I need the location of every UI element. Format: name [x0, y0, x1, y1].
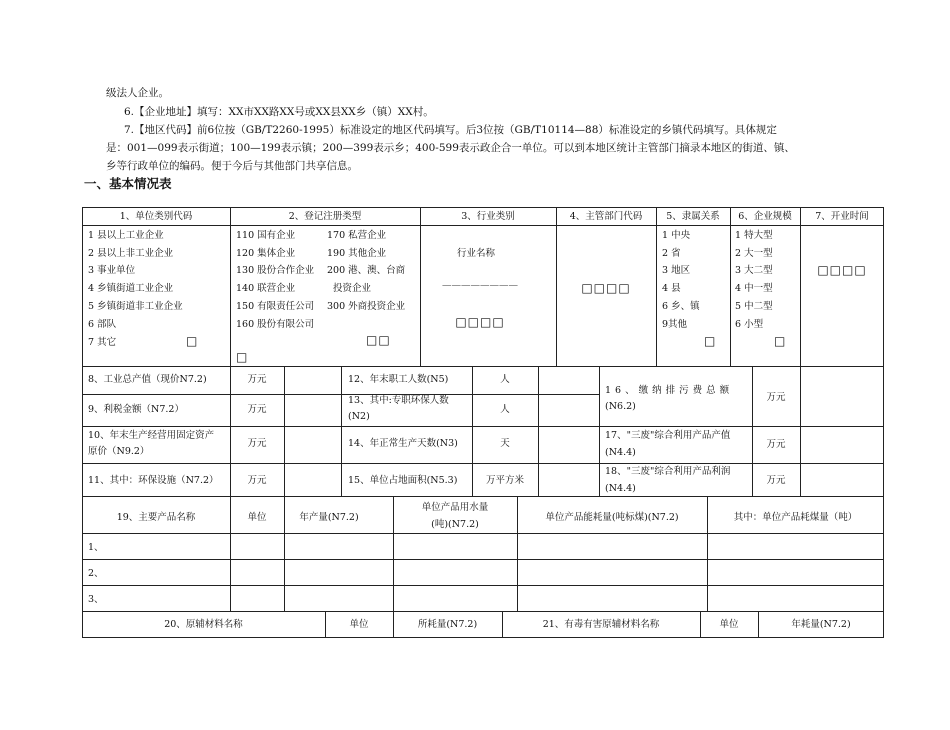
- list-item: 160 股份有限公司: [236, 319, 315, 330]
- header-water-use-unit: (吨)(N7.2): [431, 519, 479, 530]
- label-land-area: 15、单位占地面积(N5.3): [348, 475, 458, 486]
- table-row: 3、: [88, 594, 104, 605]
- list-item: 4 乡镇街道工业企业: [88, 283, 174, 294]
- table-row: 1、: [88, 542, 104, 553]
- list-item: 140 联营企业: [236, 283, 296, 294]
- unit-label: 天: [500, 438, 510, 449]
- unit-label: 人: [500, 374, 510, 385]
- list-item: 190 其他企业: [327, 248, 387, 259]
- list-item: 4 县: [662, 283, 681, 294]
- header-toxic-unit: 单位: [719, 619, 739, 630]
- row-line: [82, 533, 884, 534]
- header-unit-category: 1、单位类别代码: [119, 211, 193, 222]
- header-annual-consumption: 年耗量(N7.2): [791, 619, 851, 630]
- label-fixed-assets: 10、年末生产经营用固定资产: [88, 430, 215, 441]
- divider: [730, 207, 731, 367]
- list-item: 6 乡、镇: [662, 301, 700, 312]
- header-affiliation: 5、隶属关系: [666, 211, 720, 222]
- label-pollution-fee: 16、缴纳排污费总额: [605, 385, 734, 396]
- list-item: 2 大一型: [735, 248, 773, 259]
- label-waste-output: 17、"三废"综合利用产品产值: [605, 430, 731, 441]
- intro-line-3: 7.【地区代码】前6位按（GB/T2260-1995）标准设定的地区代码填写。后3位按（GB/T10114—88）标准设定的乡镇代码填写。具体规定: [124, 124, 777, 136]
- label-industrial-output: 8、工业总产值（现价N7.2): [88, 374, 207, 385]
- intro-line-4: 是：001—099表示街道；100—199表示镇；200—399表示乡；400-599表示政企合一单位。可以到本地区统计主管部门摘录本地区的街道、镇、: [106, 142, 795, 154]
- list-item: 3 地区: [662, 265, 691, 276]
- label-waste-profit-unit: (N4.4): [605, 483, 636, 494]
- header-material-unit: 单位: [349, 619, 369, 630]
- list-item: 9其他: [662, 319, 688, 330]
- label-waste-profit: 18、"三废"综合利用产品利润: [605, 466, 731, 477]
- label-staff-count: 12、年末职工人数(N5): [348, 374, 449, 385]
- list-item: 6 部队: [88, 319, 117, 330]
- label-profit-tax: 9、利税金额（N7.2）: [88, 404, 184, 415]
- label-waste-output-unit: (N4.4): [605, 447, 636, 458]
- list-item: 2 县以上非工业企业: [88, 248, 174, 259]
- header-open-date: 7、开业时间: [815, 211, 869, 222]
- header-scale: 6、企业规模: [738, 211, 792, 222]
- header-unit: 单位: [247, 512, 267, 523]
- unit-label: 万元: [766, 392, 786, 403]
- label-env-staff-unit: (N2): [348, 411, 370, 422]
- list-item: 110 国有企业: [236, 230, 296, 241]
- list-item: 1 特大型: [735, 230, 773, 241]
- registration-input-box[interactable]: □: [236, 350, 249, 364]
- divider: [284, 366, 285, 497]
- row-line: [82, 585, 884, 586]
- unit-label: 万元: [247, 374, 267, 385]
- registration-input-boxes[interactable]: □□: [366, 333, 391, 347]
- divider: [230, 207, 231, 367]
- unit-label: 万元: [247, 404, 267, 415]
- list-item: 130 股份合作企业: [236, 265, 315, 276]
- industry-name-label: 行业名称: [456, 248, 495, 259]
- label-env-facilities: 11、其中：环保设施（N7.2）: [88, 475, 219, 486]
- scale-input-box[interactable]: □: [774, 334, 787, 348]
- header-coal-use: 其中：单位产品耗煤量（吨）: [733, 512, 858, 523]
- label-fixed-assets-unit: 原价（N9.2）: [88, 446, 150, 457]
- divider: [656, 207, 657, 367]
- header-product-name: 19、主要产品名称: [116, 512, 196, 523]
- divider: [538, 366, 539, 497]
- list-item: 3 事业单位: [88, 265, 136, 276]
- list-item: 1 县以上工业企业: [88, 230, 164, 241]
- affiliation-input-box[interactable]: □: [704, 334, 717, 348]
- divider: [599, 366, 600, 497]
- header-annual-output: 年产量(N7.2): [299, 512, 359, 523]
- unit-label: 万平方米: [485, 475, 524, 486]
- unit-category-input-box[interactable]: □: [186, 334, 199, 348]
- divider: [341, 366, 342, 497]
- open-date-boxes[interactable]: □□□□: [817, 263, 867, 277]
- list-item: 投资企业: [333, 283, 372, 294]
- header-dept-code: 4、主管部门代码: [569, 211, 643, 222]
- intro-line-5: 乡等行政单位的编码。便于今后与其他部门共享信息。: [106, 160, 358, 172]
- list-item: 5 乡镇街道非工业企业: [88, 301, 183, 312]
- list-item: 300 外商投资企业: [327, 301, 406, 312]
- list-item: 4 中一型: [735, 283, 773, 294]
- header-material-name: 20、原辅材料名称: [164, 619, 243, 630]
- header-material-consumption: 所耗量(N7.2): [417, 619, 478, 630]
- unit-label: 万元: [766, 475, 786, 486]
- label-production-days: 14、年正常生产天数(N3): [348, 438, 458, 449]
- unit-label: 万元: [766, 439, 786, 450]
- header-toxic-material: 21、有毒有害原辅材料名称: [542, 619, 660, 630]
- list-item: 200 港、澳、台商: [327, 265, 406, 276]
- list-item: 170 私营企业: [327, 230, 387, 241]
- dept-code-boxes[interactable]: □□□□: [581, 281, 631, 295]
- list-item: 120 集体企业: [236, 248, 296, 259]
- industry-code-boxes[interactable]: □□□□: [455, 315, 505, 329]
- intro-line-2: 6.【企业地址】填写：XX市XX路XX号或XX县XX乡（镇）XX村。: [124, 106, 434, 118]
- row-line: [82, 559, 884, 560]
- header-water-use: 单位产品用水量: [421, 502, 489, 513]
- intro-line-1: 级法人企业。: [106, 87, 169, 99]
- divider: [800, 207, 801, 367]
- row-line: [599, 463, 884, 464]
- unit-label: 万元: [247, 438, 267, 449]
- list-item: 150 有限责任公司: [236, 301, 315, 312]
- industry-name-line[interactable]: ————————: [442, 280, 518, 291]
- list-item: 5 中二型: [735, 301, 773, 312]
- row-line: [82, 426, 884, 427]
- list-item: 1 中央: [662, 230, 691, 241]
- section-heading: 一、基本情况表: [84, 176, 172, 191]
- label-env-staff: 13、其中:专职环保人数: [348, 395, 449, 406]
- header-industry: 3、行业类别: [461, 211, 515, 222]
- list-item: 3 大二型: [735, 265, 773, 276]
- section1-header-line: [82, 225, 884, 226]
- unit-label: 万元: [247, 475, 267, 486]
- unit-label: 人: [500, 404, 510, 415]
- divider: [800, 366, 801, 497]
- list-item: 2 省: [662, 248, 681, 259]
- list-item: 7 其它: [88, 337, 117, 348]
- header-energy-use: 单位产品能耗量(吨标煤)(N7.2): [545, 512, 679, 523]
- header-registration-type: 2、登记注册类型: [288, 211, 362, 222]
- table-row: 2、: [88, 568, 104, 579]
- list-item: 6 小型: [735, 319, 764, 330]
- label-pollution-fee-unit: (N6.2): [605, 401, 636, 412]
